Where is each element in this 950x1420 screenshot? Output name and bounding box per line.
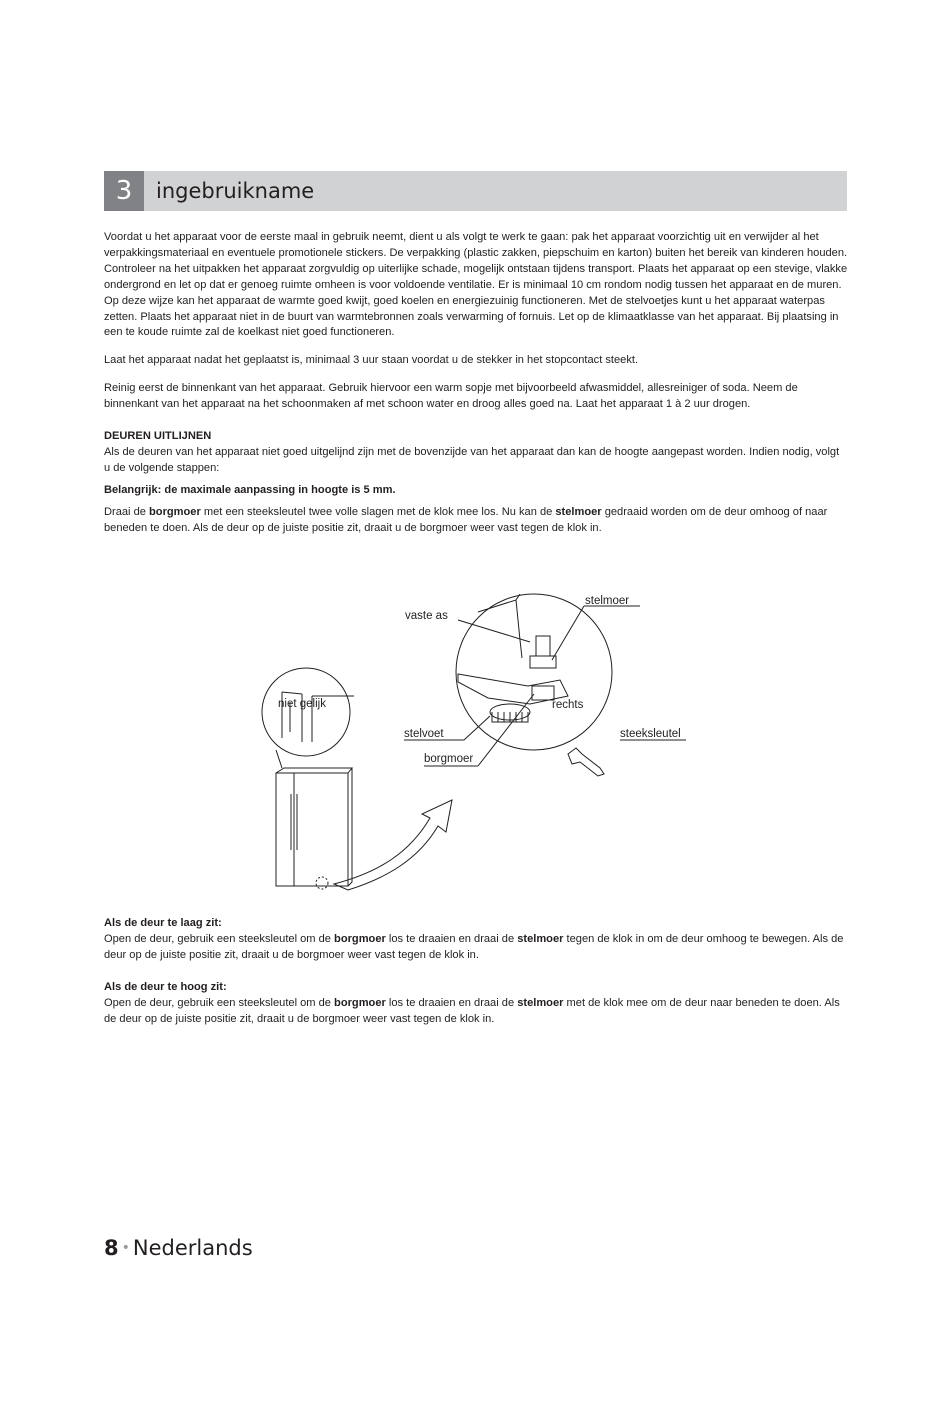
- diagram-svg: [230, 582, 710, 900]
- term-stelmoer: stelmoer: [517, 932, 564, 945]
- lock-nut-part: [532, 686, 554, 700]
- doors-heading: DEUREN UITLIJNEN: [104, 430, 212, 443]
- spacer: [104, 964, 848, 980]
- label-stelvoet: stelvoet: [404, 728, 444, 740]
- label-stelmoer: stelmoer: [585, 595, 630, 607]
- instruction-text: Open de deur, gebruik een steeksleutel om de: [104, 932, 335, 945]
- foot-thread: [492, 712, 528, 722]
- wrench-icon: [568, 748, 604, 776]
- term-borgmoer: borgmoer: [334, 932, 386, 945]
- page-number: 8: [104, 1236, 119, 1260]
- doors-intro: Als de deuren van het apparaat niet goed uitgelijnd zijn met de bovenzijde van het apparaat dan kan de hoogte aangepast worden. Indien nodig, volgt u de volgende stappen:: [104, 445, 840, 474]
- footer-language: Nederlands: [132, 1236, 253, 1260]
- footer-separator: •: [121, 1240, 130, 1256]
- instruction-text: gedraaid worden om de deur omhoog of naar beneden te doen. Als de deur op de juiste positie zit, draait u de borgmoer weer vast tegen de klok in.: [104, 505, 828, 534]
- inset-circle-niet-gelijk: [262, 668, 350, 756]
- page-footer: [104, 1236, 253, 1260]
- label-borgmoer: borgmoer: [424, 753, 474, 765]
- leader-line: [276, 750, 282, 768]
- label-niet-gelijk: niet gelijk: [278, 698, 326, 710]
- term-stelmoer: stelmoer: [517, 996, 564, 1009]
- label-vaste-as: vaste as: [405, 610, 448, 622]
- doors-instruction: [104, 505, 848, 537]
- adjust-nut: [530, 656, 556, 668]
- fridge-body: [276, 773, 348, 886]
- high-door-heading: Als de deur te hoog zit:: [104, 980, 227, 993]
- foot-highlight: [316, 877, 328, 889]
- adjustment-instructions: [104, 916, 848, 1027]
- instruction-text: Open de deur, gebruik een steeksleutel om de: [104, 996, 335, 1009]
- term-borgmoer: borgmoer: [334, 996, 386, 1009]
- detail-circle: [456, 594, 612, 750]
- low-door-heading: Als de deur te laag zit:: [104, 917, 222, 929]
- section-title: ingebruikname: [156, 179, 315, 203]
- label-rechts: rechts: [552, 699, 584, 711]
- section-header: [104, 171, 847, 211]
- instruction-text: tegen de klok in om de deur omhoog te bewegen. Als de deur op de juiste positie zit, draait u de borgmoer weer vast tegen de klok in.: [104, 932, 844, 961]
- fixed-axis: [536, 636, 550, 656]
- term-stelmoer: stelmoer: [555, 505, 602, 518]
- instruction-text: met een steeksleutel twee volle slagen met de klok mee los. Nu kan de: [200, 505, 556, 518]
- intro-paragraph-3: Reinig eerst de binnenkant van het apparaat. Gebruik hiervoor een warm sopje met bijvoorbeeld afwasmiddel, allesreiniger of soda. Neem de binnenkant van het apparaat na het schoonmaken af met schoon water en droog alles goed na. Laat het apparaat 1 à 2 uur drogen.: [104, 382, 798, 411]
- instruction-text: los te draaien en draai de: [385, 932, 518, 945]
- label-steeksleutel: steeksleutel: [620, 728, 681, 740]
- instruction-text: Draai de: [104, 505, 150, 518]
- instruction-text: los te draaien en draai de: [385, 996, 518, 1009]
- high-door-text: [104, 996, 848, 1028]
- term-borgmoer: borgmoer: [149, 505, 201, 518]
- door-edge: [478, 594, 522, 658]
- intro-paragraph-2: Laat het apparaat nadat het geplaatst is, minimaal 3 uur staan voordat u de stekker in het stopcontact steekt.: [104, 354, 639, 367]
- intro-paragraph-1: Voordat u het apparaat voor de eerste maal in gebruik neemt, dient u als volgt te werk te gaan: pak het apparaat voorzichtig uit en verwijder al het verpakkingsmateriaal en eventuele promotionele stickers. De verpakking (plastic zakken, piepschuim en karton) buiten het bereik van kinderen houden. Controleer na het uitpakken het apparaat zorgvuldig op uiterlijke schade, mogelijk ontstaan tijdens transport. Plaats het apparaat op een stevige, vlakke ondergrond en let op dat er genoeg ruimte omheen is voor voldoende ventilatie. Er is minimaal 10 cm rondom nodig tussen het apparaat en de muren. Op deze wijze kan het apparaat de warmte goed kwijt, goed koelen en energiezuinig functioneren. Met de stelvoetjes kunt u het apparaat waterpas zetten. Plaats het apparaat niet in de buurt van warmtebronnen zoals verwarming of fornuis. Let op de klimaatklasse van het apparaat. Bij plaatsing in een te koude ruimte zal de koelkast niet goed functioneren.: [104, 231, 848, 339]
- doors-important-note: Belangrijk: de maximale aanpassing in hoogte is 5 mm.: [104, 483, 396, 496]
- section-number: 3: [104, 171, 144, 211]
- instruction-text: met de klok mee om de deur naar beneden te doen. Als de deur op de juiste positie zit, draait u de borgmoer weer vast tegen de klok in.: [104, 996, 840, 1025]
- main-content: [104, 230, 848, 537]
- door-adjustment-diagram: [230, 582, 710, 900]
- low-door-text: [104, 932, 848, 964]
- fridge-top: [276, 768, 352, 886]
